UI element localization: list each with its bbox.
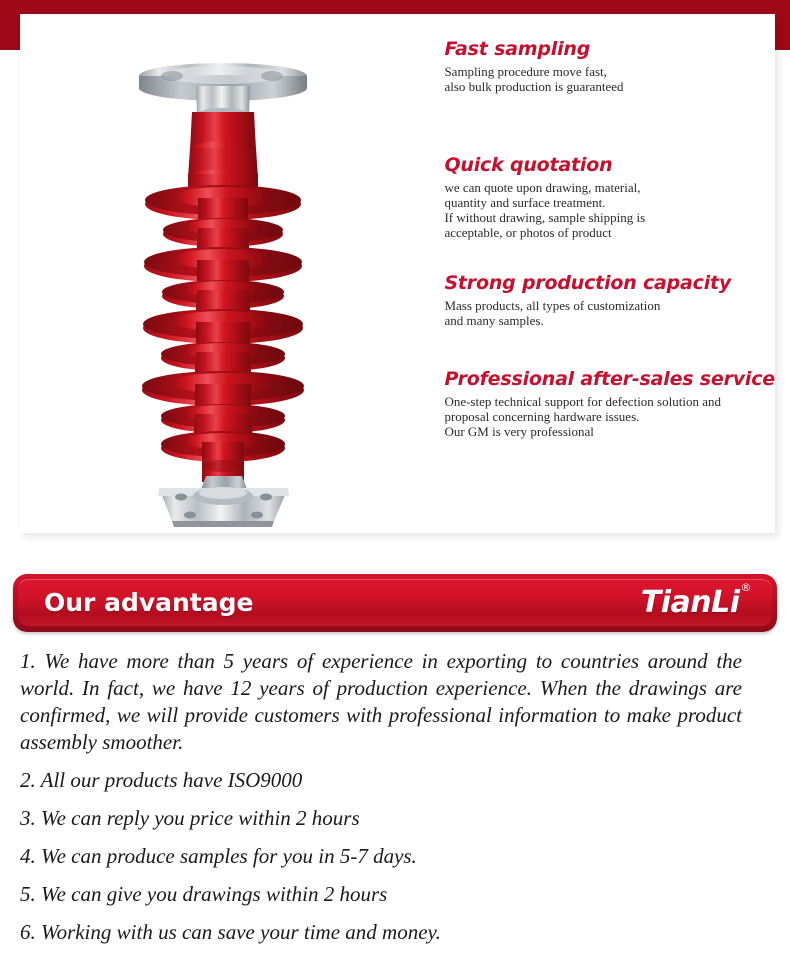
feature-title: Quick quotation — [444, 154, 613, 176]
feature-description-line: Mass products, all types of customization — [444, 298, 661, 313]
feature-item — [444, 272, 775, 328]
product-image-column — [20, 14, 426, 533]
feature-description-line: also bulk production is guaranteed — [444, 79, 624, 94]
advantage-banner — [13, 574, 777, 632]
insulator-product-image — [20, 14, 440, 533]
feature-description — [444, 64, 775, 94]
advantage-list-item: 2. All our products have ISO9000 — [20, 768, 303, 792]
brand-name: TianLi — [640, 585, 740, 620]
registered-trademark-icon: ® — [740, 581, 751, 594]
feature-description-line: acceptable, or photos of product — [444, 225, 612, 240]
feature-description-line: Our GM is very professional — [444, 424, 594, 439]
feature-title: Strong production capacity — [444, 272, 732, 294]
advantage-list-item: 4. We can produce samples for you in 5-7 days. — [20, 844, 417, 868]
base-mounting-plate — [158, 476, 289, 527]
banner-inner-pill — [18, 579, 772, 626]
feature-item — [444, 38, 775, 94]
feature-description-line: If without drawing, sample shipping is — [444, 210, 646, 225]
feature-description-line: and many samples. — [444, 313, 544, 328]
advantage-list-item: 1. We have more than 5 years of experience in exporting to countries around the world. In fact, we have 12 years of production experience. When the drawings are confirmed, we will provide customers with professional information to make product assembly smoother. — [20, 649, 742, 754]
advantage-list-item: 6. Working with us can save your time and money. — [20, 920, 441, 944]
banner-title: Our advantage — [44, 588, 254, 617]
feature-title: Fast sampling — [444, 38, 591, 60]
feature-description-line: quantity and surface treatment. — [444, 195, 606, 210]
feature-description — [444, 180, 775, 240]
feature-description — [444, 298, 775, 328]
advantage-list — [20, 648, 772, 957]
feature-description-line: we can quote upon drawing, material, — [444, 180, 641, 195]
brand-logo — [640, 581, 751, 620]
advantage-list-item: 5. We can give you drawings within 2 hours — [20, 882, 388, 906]
feature-description — [444, 394, 775, 439]
advantage-list-item: 3. We can reply you price within 2 hours — [20, 806, 360, 830]
top-left-corner-bracket — [0, 0, 20, 48]
feature-item — [444, 368, 775, 439]
feature-description-line: proposal concerning hardware issues. — [444, 409, 640, 424]
feature-description-line: Sampling procedure move fast, — [444, 64, 607, 79]
features-column — [426, 14, 775, 533]
feature-description-line: One-step technical support for defection solution and — [444, 394, 721, 409]
feature-title: Professional after-sales service — [444, 368, 775, 390]
feature-item — [444, 154, 775, 240]
